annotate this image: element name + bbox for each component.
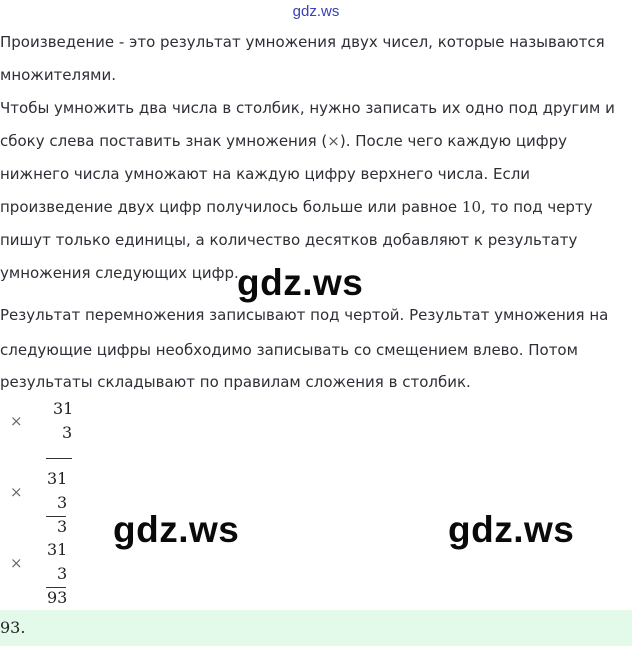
text-fragment: сбоку слева поставить знак умножения ( xyxy=(0,132,328,150)
text-line: множителями. xyxy=(0,66,116,84)
column-line xyxy=(46,458,72,459)
text-fragment: ). После чего каждую цифру xyxy=(339,132,568,150)
text-line: результаты складывают по правилам сложения в столбик. xyxy=(0,373,471,391)
answer-text: 93. xyxy=(0,618,26,637)
text-line: умножения следующих цифр. xyxy=(0,264,239,282)
text-line: пишут только единицы, а количество десятков добавляют к результату xyxy=(0,231,578,249)
multiply-sign: × xyxy=(10,412,23,430)
column-bottom-number: 3 xyxy=(62,423,73,442)
column-result: 93 xyxy=(47,588,68,607)
column-top-number: 31 xyxy=(47,469,68,488)
times-sign: × xyxy=(327,132,340,150)
column-top-number: 31 xyxy=(47,540,68,559)
text-line: Произведение - это результат умножения двух чисел, которые называются xyxy=(0,33,605,51)
text-line: Чтобы умножить два числа в столбик, нужно записать их одно под другим и xyxy=(0,99,615,117)
column-bottom-number: 3 xyxy=(57,564,68,583)
column-bottom-number: 3 xyxy=(57,493,68,512)
multiply-sign: × xyxy=(10,483,23,501)
text-line: Результат перемножения записывают под чертой. Результат умножения на xyxy=(0,306,609,324)
text-line: нижнего числа умножают на каждую цифру верхнего числа. Если xyxy=(0,165,531,183)
text-line: следующие цифры необходимо записывать со смещением влево. Потом xyxy=(0,341,578,359)
text-line xyxy=(0,197,593,217)
multiply-sign: × xyxy=(10,554,23,572)
column-result: 3 xyxy=(57,517,68,536)
watermark: gdz.ws xyxy=(448,509,575,550)
watermark: gdz.ws xyxy=(113,509,240,550)
text-line xyxy=(0,131,567,151)
column-top-number: 31 xyxy=(53,399,74,418)
site-logo[interactable]: gdz.ws xyxy=(292,3,340,20)
watermark: gdz.ws xyxy=(237,262,364,303)
answer-box xyxy=(0,610,632,646)
number-ten: 10 xyxy=(461,198,481,216)
text-fragment: , то под черту xyxy=(481,198,593,216)
text-fragment: произведение двух цифр получилось больше или равное xyxy=(0,198,462,216)
